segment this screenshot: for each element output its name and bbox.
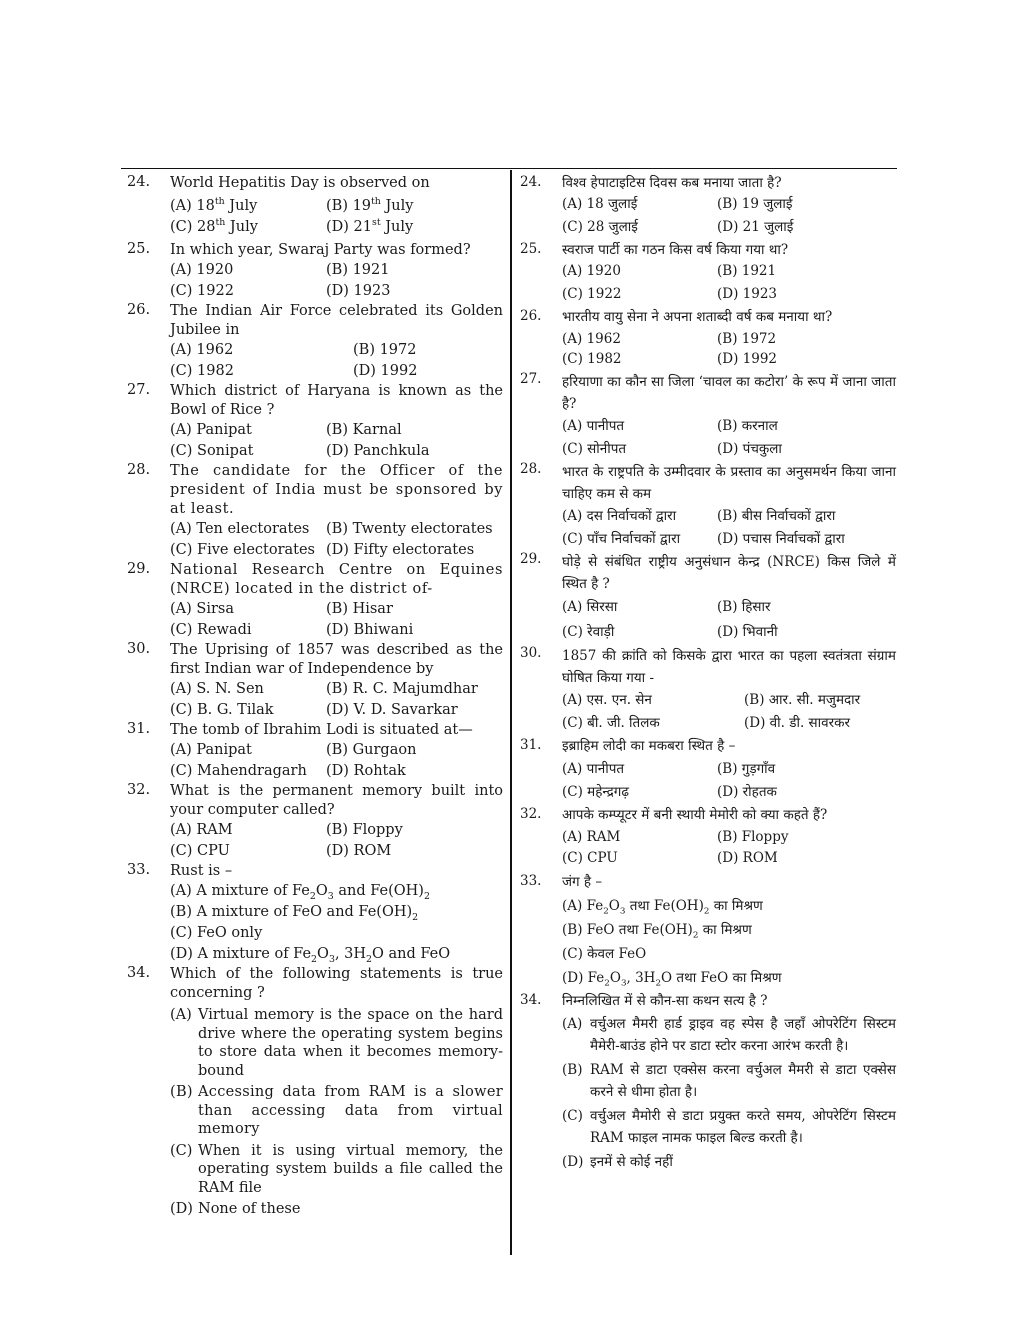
question-28-en xyxy=(121,462,503,561)
question-number: 28. xyxy=(127,462,151,478)
question-text: भारतीय वायु सेना ने अपना शताब्दी वर्ष कब मनाया था? xyxy=(562,309,833,325)
question-text: हरियाणा का कौन सा जिला ‘चावल का कटोरा’ के रूप में जाना जाता है? xyxy=(562,374,896,412)
option-c[interactable]: (C) FeO only xyxy=(170,925,263,941)
question-text: The tomb of Ibrahim Lodi is situated at— xyxy=(170,722,473,738)
option-c[interactable]: (C) Sonipat xyxy=(170,443,254,459)
option-a[interactable]: (A) 1962 xyxy=(170,342,234,358)
question-text: National Research Centre on Equines (NRCE) located in the district of- xyxy=(170,562,503,597)
option-b[interactable]: (B) 1972 xyxy=(353,342,417,358)
question-number: 26. xyxy=(127,302,151,318)
option-a[interactable]: (A) दस निर्वाचकों द्वारा xyxy=(562,508,677,524)
question-31-hi xyxy=(516,737,896,804)
option-b[interactable]: (B) करनाल xyxy=(717,418,778,434)
option-b[interactable]: (B) 19th July xyxy=(326,196,414,214)
option-d[interactable]: (D) ROM xyxy=(326,843,392,859)
question-29-en xyxy=(121,561,503,641)
option-c[interactable]: (C) रेवाड़ी xyxy=(562,624,615,640)
option-a[interactable]: (A) A mixture of $Fe_2O_3$ and $Fe(OH)_2$ xyxy=(170,883,430,902)
question-number: 29. xyxy=(127,561,151,577)
option-a[interactable]: (A) वर्चुअल मैमरी हार्ड ड्राइव वह स्पेस है जहाँ ओपरेटिंग सिस्टम मैमेरी-बाउंड होने पर डाटा स्टोर करना आरंभ करती है। xyxy=(562,1016,896,1054)
option-c[interactable]: (C) 1922 xyxy=(562,286,622,302)
option-c[interactable]: (C) 28th July xyxy=(170,217,258,235)
option-a[interactable]: (A) 1920 xyxy=(562,263,621,279)
option-a[interactable]: (A) एस. एन. सेन xyxy=(562,692,652,708)
option-b[interactable]: (B) आर. सी. मजुमदार xyxy=(744,692,861,708)
option-b[interactable]: (B) Floppy xyxy=(717,829,789,845)
option-b[interactable]: (B) Hisar xyxy=(326,601,393,617)
hindi-column xyxy=(516,174,896,1173)
question-25-hi xyxy=(516,241,896,306)
option-b[interactable]: (B) Karnal xyxy=(326,422,402,438)
option-c[interactable]: (C) केवल FeO xyxy=(562,946,647,962)
question-30-hi xyxy=(516,645,896,735)
option-d[interactable]: (D) A mixture of $Fe_2O_3$, $3H_2O$ and FeO xyxy=(170,946,451,965)
option-d[interactable]: (D) None of these xyxy=(170,1201,301,1217)
question-number: 34. xyxy=(520,992,542,1008)
question-27-hi xyxy=(516,371,896,461)
question-24-hi xyxy=(516,174,896,239)
option-b[interactable]: (B) Twenty electorates xyxy=(326,521,493,537)
option-b[interactable]: (B) Floppy xyxy=(326,822,403,838)
question-number: 24. xyxy=(127,174,151,190)
option-b[interactable]: (B) R. C. Majumdhar xyxy=(326,681,478,697)
option-b[interactable]: (B) 1921 xyxy=(326,262,390,278)
question-text: इब्राहिम लोदी का मकबरा स्थित है – xyxy=(562,738,736,754)
question-text: आपके कम्प्यूटर में बनी स्थायी मेमोरी को क्या कहते हैं? xyxy=(562,807,828,823)
option-c[interactable]: (C) बी. जी. तिलक xyxy=(562,715,660,731)
question-text: World Hepatitis Day is observed on xyxy=(170,175,430,191)
option-d[interactable]: (D) इनमें से कोई नहीं xyxy=(562,1154,673,1170)
option-d[interactable]: (D) V. D. Savarkar xyxy=(326,702,458,718)
option-a[interactable]: (A) $Fe_2O_3$ तथा $Fe(OH)_2$ का मिश्रण xyxy=(562,898,763,917)
option-a[interactable]: (A) 1920 xyxy=(170,262,234,278)
option-d[interactable]: (D) भिवानी xyxy=(717,624,778,640)
top-rule xyxy=(121,168,897,169)
question-26-hi xyxy=(516,308,896,369)
option-a[interactable]: (A) RAM xyxy=(170,822,233,838)
option-a[interactable]: (A) सिरसा xyxy=(562,599,618,615)
option-d[interactable]: (D) Rohtak xyxy=(326,763,406,779)
option-d[interactable]: (D) Bhiwani xyxy=(326,622,414,638)
option-c[interactable]: (C) 1922 xyxy=(170,283,234,299)
option-d[interactable]: (D) 21 जुलाई xyxy=(717,219,794,235)
question-number: 31. xyxy=(127,721,151,737)
question-30-en xyxy=(121,641,503,721)
question-text: What is the permanent memory built into your computer called? xyxy=(170,783,503,818)
option-c[interactable]: (C) महेन्द्रगढ़ xyxy=(562,784,629,800)
question-number: 31. xyxy=(520,737,542,753)
option-d[interactable]: (D) वी. डी. सावरकर xyxy=(744,715,851,731)
question-text: निम्नलिखित में से कौन-सा कथन सत्य है ? xyxy=(562,993,768,1009)
question-34-hi xyxy=(516,992,896,1173)
question-number: 25. xyxy=(127,241,151,257)
option-c[interactable]: (C) 1982 xyxy=(562,351,622,367)
question-number: 33. xyxy=(127,862,151,878)
question-text: जंग है – xyxy=(562,874,603,890)
column-divider xyxy=(510,170,512,1255)
option-d[interactable]: (D) Fifty electorates xyxy=(326,542,475,558)
option-b[interactable]: (B) 1972 xyxy=(717,331,777,347)
question-number: 27. xyxy=(127,382,151,398)
question-text: In which year, Swaraj Party was formed? xyxy=(170,242,471,258)
question-number: 28. xyxy=(520,461,542,477)
question-text: The Uprising of 1857 was described as the first Indian war of Independence by xyxy=(170,642,503,677)
option-c[interactable]: (C) CPU xyxy=(170,843,230,859)
question-26-en xyxy=(121,302,503,382)
question-31-en xyxy=(121,721,503,782)
option-d[interactable]: (D) 1992 xyxy=(353,363,418,379)
option-b[interactable]: (B) 19 जुलाई xyxy=(717,196,793,212)
option-a[interactable]: (A) Panipat xyxy=(170,742,252,758)
question-25-en xyxy=(121,241,503,302)
question-number: 24. xyxy=(520,174,542,190)
question-text: Which district of Haryana is known as the Bowl of Rice ? xyxy=(170,383,503,418)
question-number: 32. xyxy=(520,806,542,822)
option-d[interactable]: (D) ROM xyxy=(717,850,778,866)
option-a[interactable]: (A) Sirsa xyxy=(170,601,234,617)
option-a[interactable]: (A) 18 जुलाई xyxy=(562,196,638,212)
option-c[interactable]: (C) When it is using virtual memory, the operating system builds a file called the RAM file xyxy=(170,1142,503,1196)
option-a[interactable]: (A) पानीपत xyxy=(562,418,625,434)
option-b[interactable]: (B) हिसार xyxy=(717,599,771,615)
question-text: 1857 की क्रांति को किसके द्वारा भारत का पहला स्वतंत्रता संग्राम घोषित किया गया - xyxy=(562,648,896,686)
option-b[interactable]: (B) RAM से डाटा एक्सेस करना वर्चुअल मैमरी से डाटा एक्सेस करने से धीमा होता है। xyxy=(562,1062,896,1100)
question-33-en xyxy=(121,862,503,965)
option-b[interactable]: (B) Gurgaon xyxy=(326,742,417,758)
option-c[interactable]: (C) 28 जुलाई xyxy=(562,219,638,235)
question-32-en xyxy=(121,782,503,862)
option-c[interactable]: (C) सोनीपत xyxy=(562,441,627,457)
option-d[interactable]: (D) $Fe_2O_3$, $3H_2O$ तथा FeO का मिश्रण xyxy=(562,970,782,989)
question-33-hi xyxy=(516,873,896,990)
question-28-hi xyxy=(516,461,896,551)
question-number: 25. xyxy=(520,241,542,257)
option-d[interactable]: (D) पचास निर्वाचकों द्वारा xyxy=(717,531,845,547)
question-27-en xyxy=(121,382,503,462)
option-d[interactable]: (D) पंचकुला xyxy=(717,441,782,457)
option-b[interactable]: (B) बीस निर्वाचकों द्वारा xyxy=(717,508,836,524)
option-a[interactable]: (A) S. N. Sen xyxy=(170,681,264,697)
question-29-hi xyxy=(516,551,896,645)
question-text: घोड़े से संबंधित राष्ट्रीय अनुसंधान केन्द्र (NRCE) किस जिले में स्थित है ? xyxy=(562,554,896,592)
question-number: 29. xyxy=(520,551,542,567)
option-c[interactable]: (C) CPU xyxy=(562,850,618,866)
option-c[interactable]: (C) पाँच निर्वाचकों द्वारा xyxy=(562,531,681,547)
option-c[interactable]: (C) Rewadi xyxy=(170,622,252,638)
option-a[interactable]: (A) Ten electorates xyxy=(170,521,310,537)
question-text: The candidate for the Officer of the president of India must be sponsored by at least. xyxy=(170,463,503,517)
option-a[interactable]: (A) Virtual memory is the space on the hard drive where the operating system begins to store data when it becomes memory-bound xyxy=(170,1007,503,1079)
option-c[interactable]: (C) B. G. Tilak xyxy=(170,702,274,718)
english-column xyxy=(121,174,503,1219)
question-34-en xyxy=(121,965,503,1219)
option-a[interactable]: (A) 1962 xyxy=(562,331,621,347)
question-text: The Indian Air Force celebrated its Golden Jubilee in xyxy=(170,303,503,338)
option-b[interactable]: (B) 1921 xyxy=(717,263,777,279)
option-b[interactable]: (B) गुड़गाँव xyxy=(717,761,776,777)
question-number: 30. xyxy=(127,641,151,657)
question-number: 26. xyxy=(520,308,542,324)
question-text: Rust is – xyxy=(170,863,233,879)
option-b[interactable]: (B) FeO तथा $Fe(OH)_2$ का मिश्रण xyxy=(562,922,752,941)
question-number: 27. xyxy=(520,371,542,387)
question-32-hi xyxy=(516,806,896,869)
question-text: स्वराज पार्टी का गठन किस वर्ष किया गया था? xyxy=(562,242,789,258)
question-text: भारत के राष्ट्रपति के उम्मीदवार के प्रस्ताव का अनुसमर्थन किया जाना चाहिए कम से कम xyxy=(562,464,896,502)
question-text: Which of the following statements is true concerning ? xyxy=(170,966,503,1001)
question-number: 30. xyxy=(520,645,542,661)
question-24-en xyxy=(121,174,503,238)
option-a[interactable]: (A) पानीपत xyxy=(562,761,625,777)
option-c[interactable]: (C) वर्चुअल मैमोरी से डाटा प्रयुक्त करते समय, ओपरेटिंग सिस्टम RAM फाइल नामक फाइल बिल्ड करती है। xyxy=(562,1108,896,1146)
question-number: 33. xyxy=(520,873,542,889)
option-a[interactable]: (A) Panipat xyxy=(170,422,252,438)
option-d[interactable]: (D) 21st July xyxy=(326,217,414,235)
option-c[interactable]: (C) Five electorates xyxy=(170,542,315,558)
option-d[interactable]: (D) Panchkula xyxy=(326,443,430,459)
option-b[interactable]: (B) Accessing data from RAM is a slower than accessing data from virtual memory xyxy=(170,1084,503,1137)
option-a[interactable]: (A) RAM xyxy=(562,829,621,845)
option-d[interactable]: (D) रोहतक xyxy=(717,784,777,800)
option-c[interactable]: (C) 1982 xyxy=(170,363,234,379)
option-a[interactable]: (A) 18th July xyxy=(170,196,258,214)
question-number: 32. xyxy=(127,782,151,798)
option-b[interactable]: (B) A mixture of FeO and $Fe(OH)_2$ xyxy=(170,904,419,923)
option-d[interactable]: (D) 1923 xyxy=(326,283,391,299)
option-d[interactable]: (D) 1992 xyxy=(717,351,778,367)
question-number: 34. xyxy=(127,965,151,981)
question-text: विश्व हेपाटाइटिस दिवस कब मनाया जाता है? xyxy=(562,175,782,191)
option-d[interactable]: (D) 1923 xyxy=(717,286,778,302)
option-c[interactable]: (C) Mahendragarh xyxy=(170,763,307,779)
